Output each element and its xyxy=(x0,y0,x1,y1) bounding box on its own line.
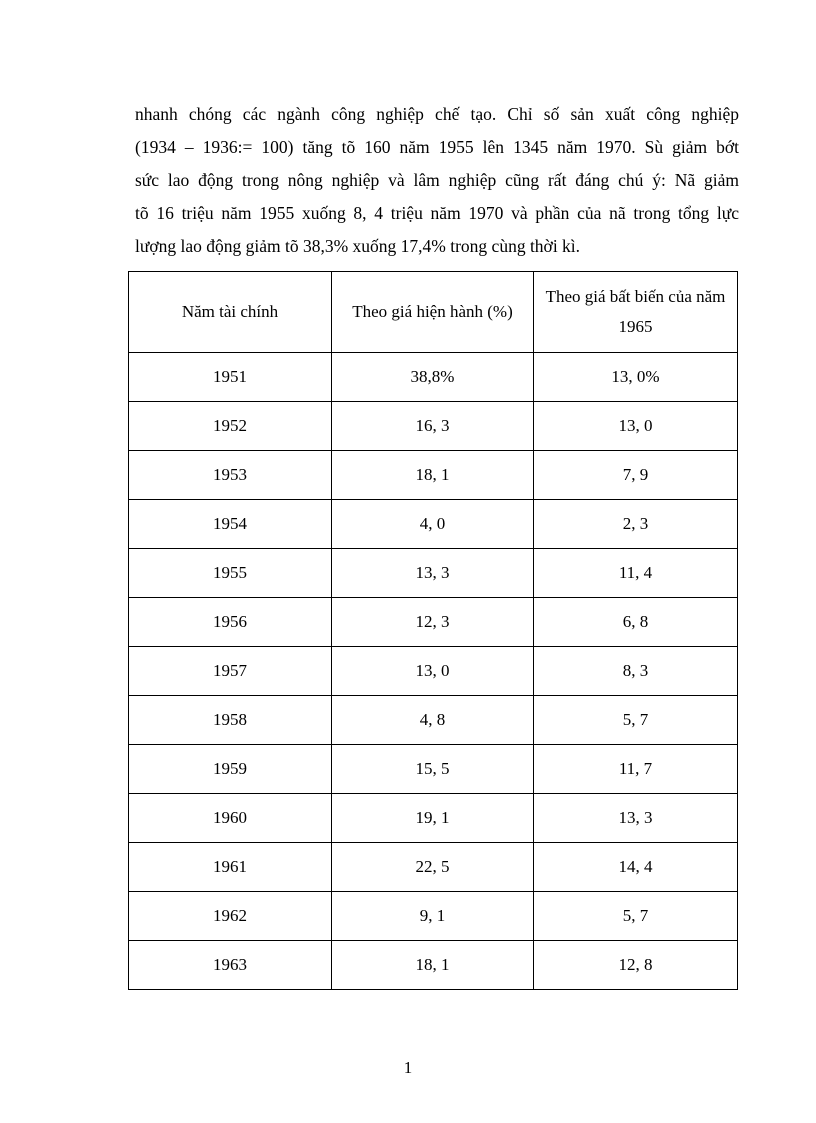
cell-constant-price: 11, 7 xyxy=(534,745,738,794)
cell-fiscal-year: 1958 xyxy=(129,696,332,745)
cell-current-price: 4, 8 xyxy=(332,696,534,745)
table-row xyxy=(129,549,738,598)
table-row xyxy=(129,647,738,696)
header-constant-price-label: Theo giá bất biến của năm 1965 xyxy=(545,287,726,336)
table-row xyxy=(129,402,738,451)
cell-fiscal-year: 1954 xyxy=(129,500,332,549)
cell-constant-price: 13, 0 xyxy=(534,402,738,451)
cell-current-price: 38,8% xyxy=(332,353,534,402)
table-row xyxy=(129,500,738,549)
cell-current-price: 13, 3 xyxy=(332,549,534,598)
cell-constant-price: 8, 3 xyxy=(534,647,738,696)
cell-constant-price: 6, 8 xyxy=(534,598,738,647)
table-header-row xyxy=(129,272,738,353)
paragraph-line: tõ 16 triệu năm 1955 xuống 8, 4 triệu năm 1970 và phần của nã trong tổng lực xyxy=(135,203,739,223)
table-row xyxy=(129,941,738,990)
cell-current-price: 4, 0 xyxy=(332,500,534,549)
paragraph-line: lượng lao động giảm tõ 38,3% xuống 17,4% trong cùng thời kì. xyxy=(135,236,581,256)
cell-constant-price: 2, 3 xyxy=(534,500,738,549)
cell-constant-price: 11, 4 xyxy=(534,549,738,598)
cell-current-price: 18, 1 xyxy=(332,941,534,990)
cell-fiscal-year: 1959 xyxy=(129,745,332,794)
cell-fiscal-year: 1962 xyxy=(129,892,332,941)
cell-fiscal-year: 1953 xyxy=(129,451,332,500)
table-row xyxy=(129,794,738,843)
cell-current-price: 15, 5 xyxy=(332,745,534,794)
cell-constant-price: 5, 7 xyxy=(534,892,738,941)
cell-fiscal-year: 1951 xyxy=(129,353,332,402)
table-row xyxy=(129,696,738,745)
cell-constant-price: 12, 8 xyxy=(534,941,738,990)
table-row xyxy=(129,843,738,892)
cell-fiscal-year: 1960 xyxy=(129,794,332,843)
table-row xyxy=(129,892,738,941)
cell-constant-price: 13, 3 xyxy=(534,794,738,843)
page-number: 1 xyxy=(403,1058,413,1077)
cell-current-price: 19, 1 xyxy=(332,794,534,843)
paragraph-line: (1934 – 1936:= 100) tăng tõ 160 năm 1955 lên 1345 năm 1970. Sù giảm bớt xyxy=(135,137,739,157)
table-row xyxy=(129,745,738,794)
cell-constant-price: 13, 0% xyxy=(534,353,738,402)
table-row xyxy=(129,598,738,647)
body-paragraph xyxy=(135,98,739,263)
paragraph-line: nhanh chóng các ngành công nghiệp chế tạo. Chỉ số sản xuất công nghiệp xyxy=(135,104,739,124)
table-row xyxy=(129,451,738,500)
growth-rate-table xyxy=(128,271,738,990)
cell-fiscal-year: 1961 xyxy=(129,843,332,892)
table-row xyxy=(129,353,738,402)
cell-fiscal-year: 1955 xyxy=(129,549,332,598)
cell-fiscal-year: 1952 xyxy=(129,402,332,451)
paragraph-line: sức lao động trong nông nghiệp và lâm nghiệp cũng rất đáng chú ý: Nã giảm xyxy=(135,170,739,190)
cell-constant-price: 7, 9 xyxy=(534,451,738,500)
cell-current-price: 12, 3 xyxy=(332,598,534,647)
cell-current-price: 9, 1 xyxy=(332,892,534,941)
header-constant-price xyxy=(534,272,738,353)
cell-current-price: 13, 0 xyxy=(332,647,534,696)
cell-fiscal-year: 1957 xyxy=(129,647,332,696)
header-current-price: Theo giá hiện hành (%) xyxy=(332,272,534,353)
cell-current-price: 18, 1 xyxy=(332,451,534,500)
table-body xyxy=(129,353,738,990)
cell-constant-price: 14, 4 xyxy=(534,843,738,892)
cell-constant-price: 5, 7 xyxy=(534,696,738,745)
cell-fiscal-year: 1956 xyxy=(129,598,332,647)
cell-current-price: 16, 3 xyxy=(332,402,534,451)
cell-fiscal-year: 1963 xyxy=(129,941,332,990)
cell-current-price: 22, 5 xyxy=(332,843,534,892)
header-fiscal-year: Năm tài chính xyxy=(129,272,332,353)
